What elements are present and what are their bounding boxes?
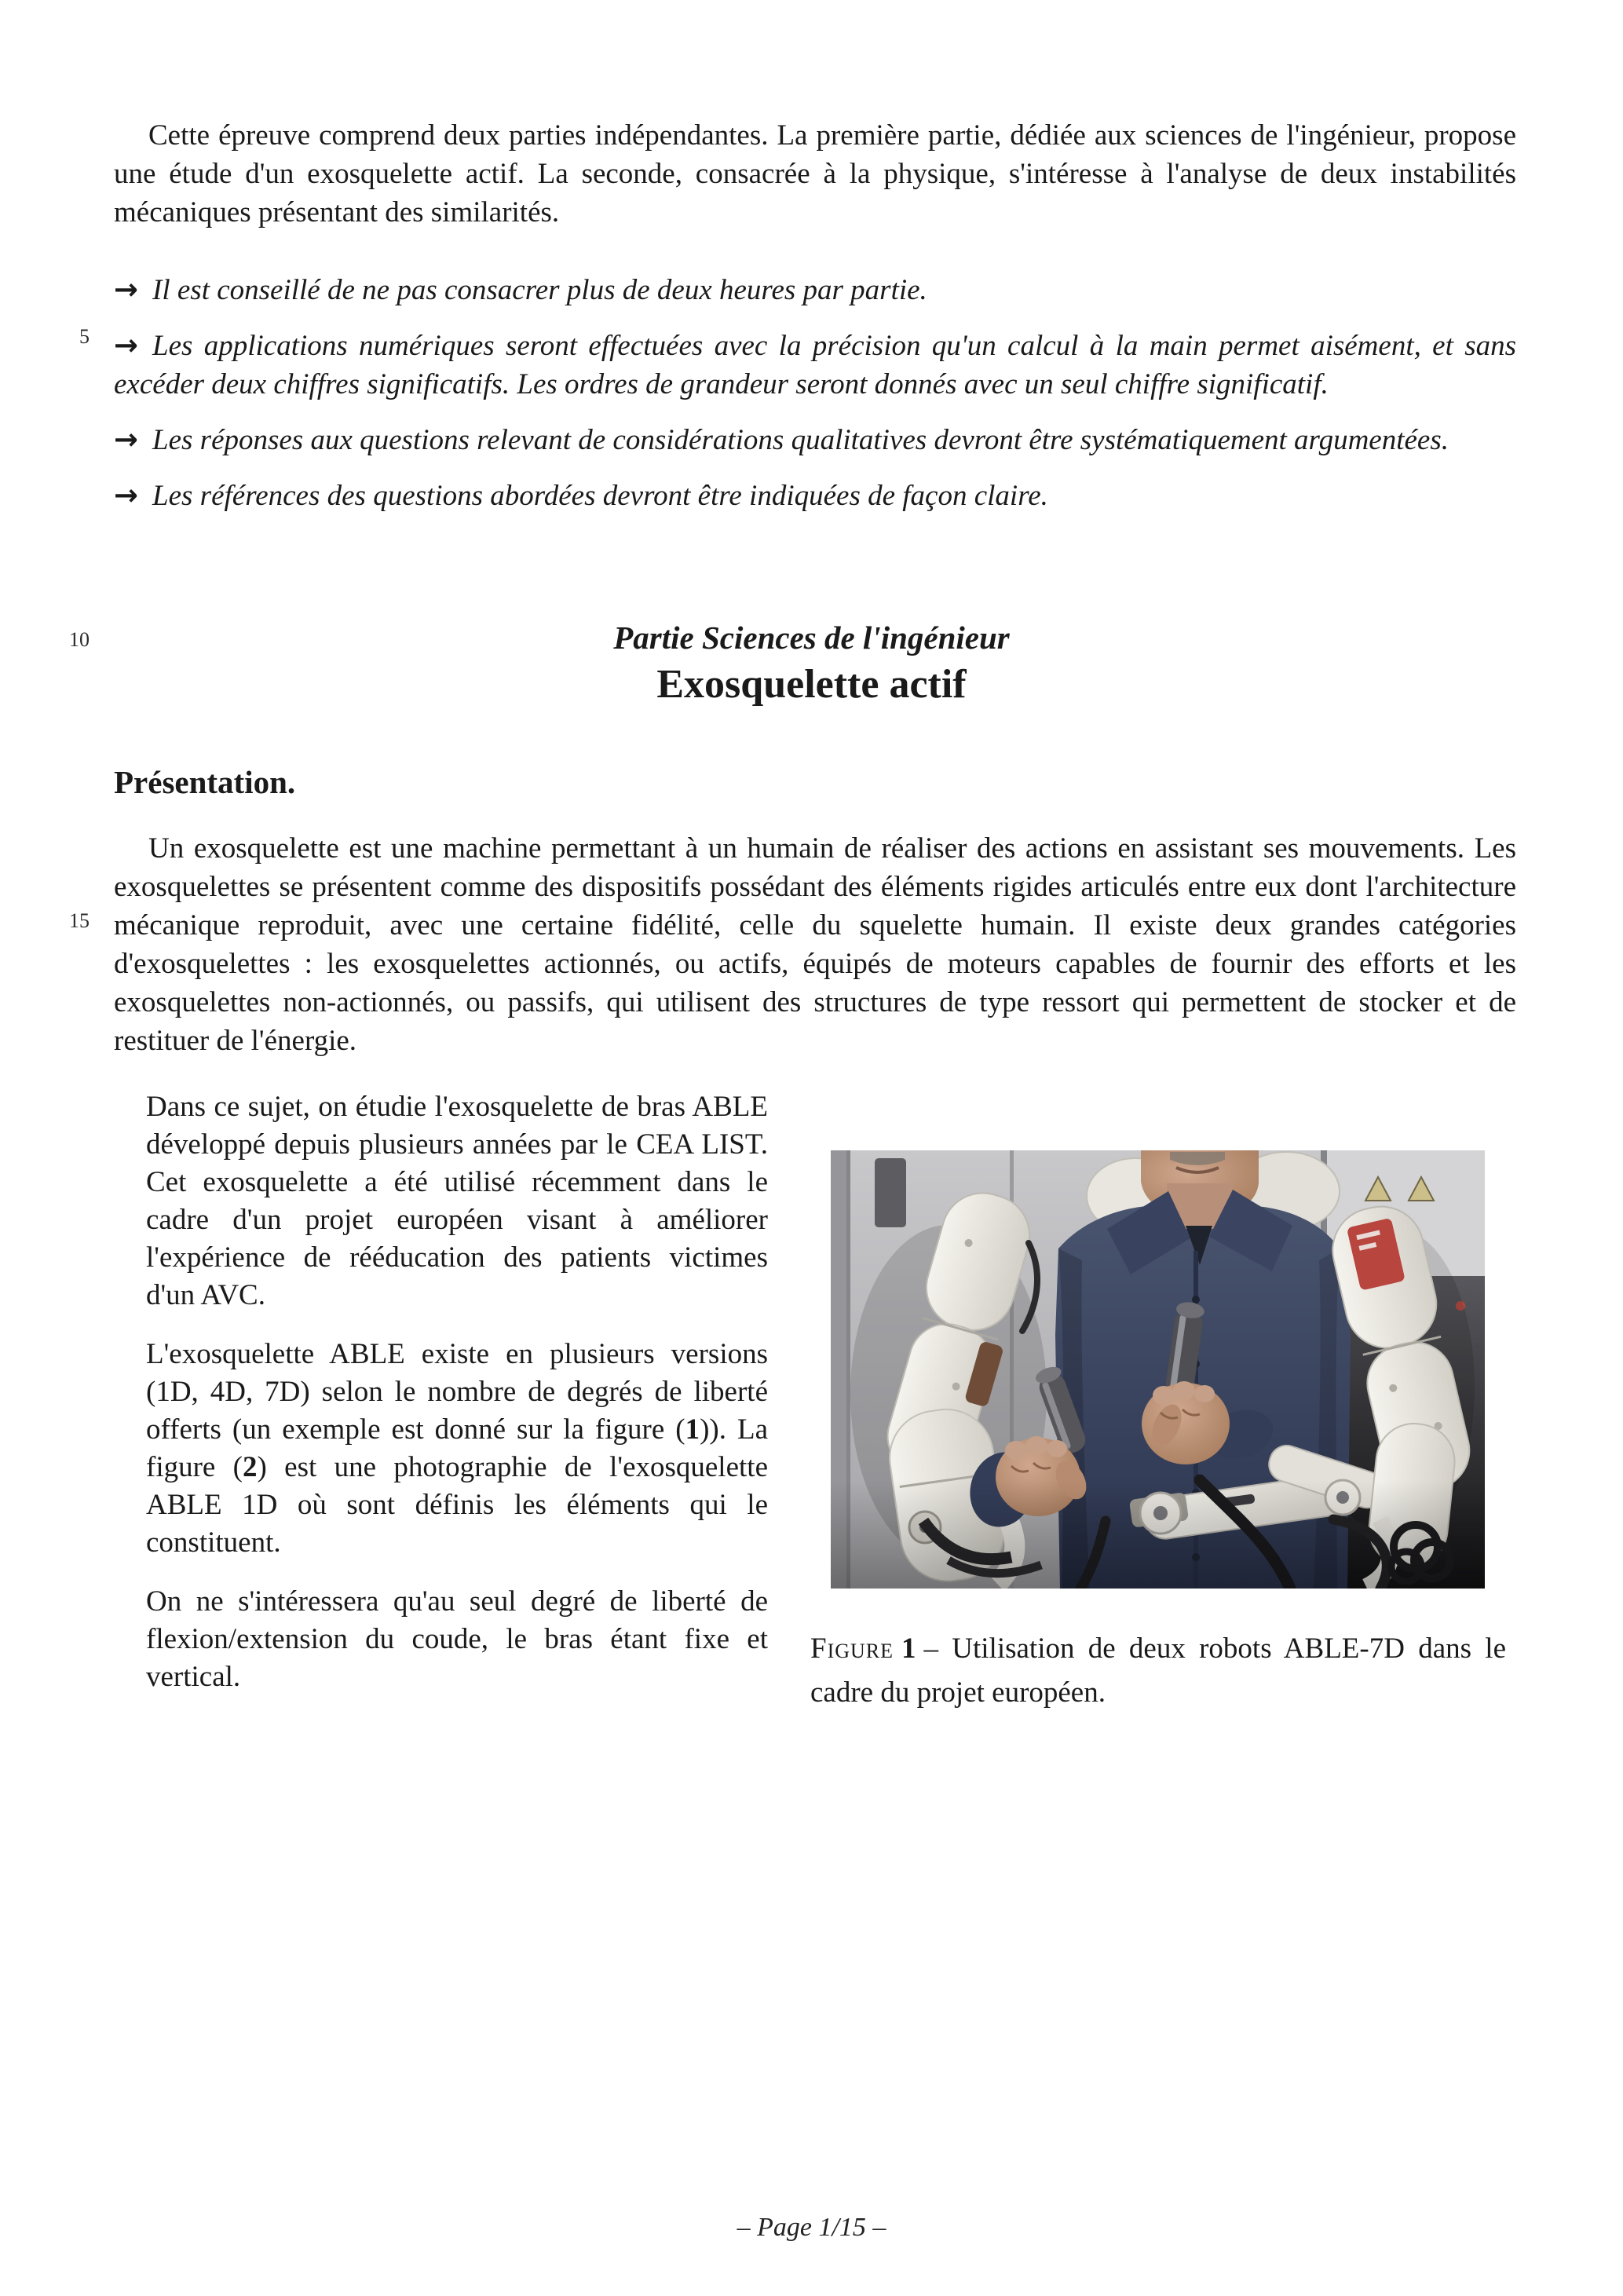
figure-photo: [831, 1150, 1485, 1589]
line-number-5: 5: [79, 325, 90, 348]
figure-number: 1: [901, 1632, 916, 1665]
column-paragraph-2: [146, 1336, 768, 1562]
page-footer: – Page 1/15 –: [737, 2213, 886, 2242]
line-number-15: 15: [69, 909, 90, 932]
paragraph-text: On ne s'intéressera qu'au seul degré de liberté de flexion/extension du coude, le bras étant fixe et vertical.: [146, 1585, 768, 1693]
line-number-10: 10: [69, 628, 90, 651]
instruction-item-1: [114, 270, 1516, 309]
instruction-text: Les références des questions abordées devront être indiquées de façon claire.: [152, 480, 1048, 512]
instruction-item-2: [114, 326, 1516, 404]
instruction-text: Les applications numériques seront effectuées avec la précision qu'un calcul à la main permet aisément, et sans excéder deux chiffres significatifs. Les ordres de grandeur seront donnés avec un seul chiffre significatif.: [114, 330, 1516, 400]
main-title: Exosquelette actif: [656, 662, 967, 707]
column-paragraph-3: [146, 1583, 768, 1696]
figure-ref-1: 1: [685, 1413, 700, 1446]
paragraph-text: ) est une photographie de l'exosquelette ABLE 1D où sont définis les éléments qui le constituent.: [146, 1451, 768, 1559]
instruction-text: Il est conseillé de ne pas consacrer plus de deux heures par partie.: [152, 274, 927, 306]
figure-caption: [810, 1627, 1506, 1715]
instruction-item-4: [114, 476, 1516, 515]
paragraph-text: )). La figure (: [146, 1413, 769, 1483]
part-title: Partie Sciences de l'ingénieur: [613, 620, 1010, 656]
arrow-icon: →: [114, 422, 139, 456]
instruction-text: Les réponses aux questions relevant de considérations qualitatives devront être systématiquement argumentées.: [152, 424, 1449, 456]
intro-paragraph: Cette épreuve comprend deux parties indépendantes. La première partie, dédiée aux sciences de l'ingénieur, propose une étude d'un exosquelette actif. La seconde, consacrée à la physique, s'intéresse à l'analyse de deux instabilités mécaniques présentant des similarités.: [114, 119, 1516, 229]
door-handle-plate: [875, 1158, 906, 1227]
arrow-icon: →: [114, 478, 139, 512]
section-heading: Présentation.: [114, 764, 296, 800]
instruction-item-3: [114, 420, 1516, 459]
arrow-icon: →: [114, 328, 139, 362]
arrow-icon: →: [114, 272, 139, 306]
column-paragraph-1: [146, 1088, 768, 1314]
figure-caption-text: – Utilisation de deux robots ABLE-7D dans le cadre du projet européen.: [810, 1632, 1506, 1709]
figure-ref-2: 2: [243, 1451, 258, 1483]
presentation-paragraph: Un exosquelette est une machine permettant à un humain de réaliser des actions en assistant ses mouvements. Les exosquelettes se présentent comme des dispositifs possédant des éléments rigides articulés entre eux dont l'architecture mécanique reproduit, avec une certaine fidélité, celle du squelette humain. Il existe deux grandes catégories d'exosquelettes : les exosquelettes actionnés, ou actifs, équipés de moteurs capables de fournir des efforts et les exosquelettes non-actionnés, ou passifs, qui utilisent des structures de type ressort qui permettent de stocker et de restituer de l'énergie.: [114, 832, 1516, 1057]
photo-vignette: [831, 1480, 1485, 1589]
exoskeleton-photo-illustration: [831, 1150, 1485, 1589]
left-column: [146, 1088, 768, 1717]
figure-label: Figure: [810, 1632, 894, 1665]
paragraph-text: L'exosquelette ABLE existe en plusieurs versions (1D, 4D, 7D) selon le nombre de degrés de liberté offerts (un exemple est donné sur la figure (: [146, 1338, 768, 1446]
paragraph-text: Dans ce sujet, on étudie l'exosquelette de bras ABLE développé depuis plusieurs années par le CEA LIST. Cet exosquelette a été utilisé récemment dans le cadre d'un projet européen visant à améliorer l'expérience de rééducation des patients victimes d'un AVC.: [146, 1091, 768, 1311]
instructions-list: [114, 270, 1516, 532]
